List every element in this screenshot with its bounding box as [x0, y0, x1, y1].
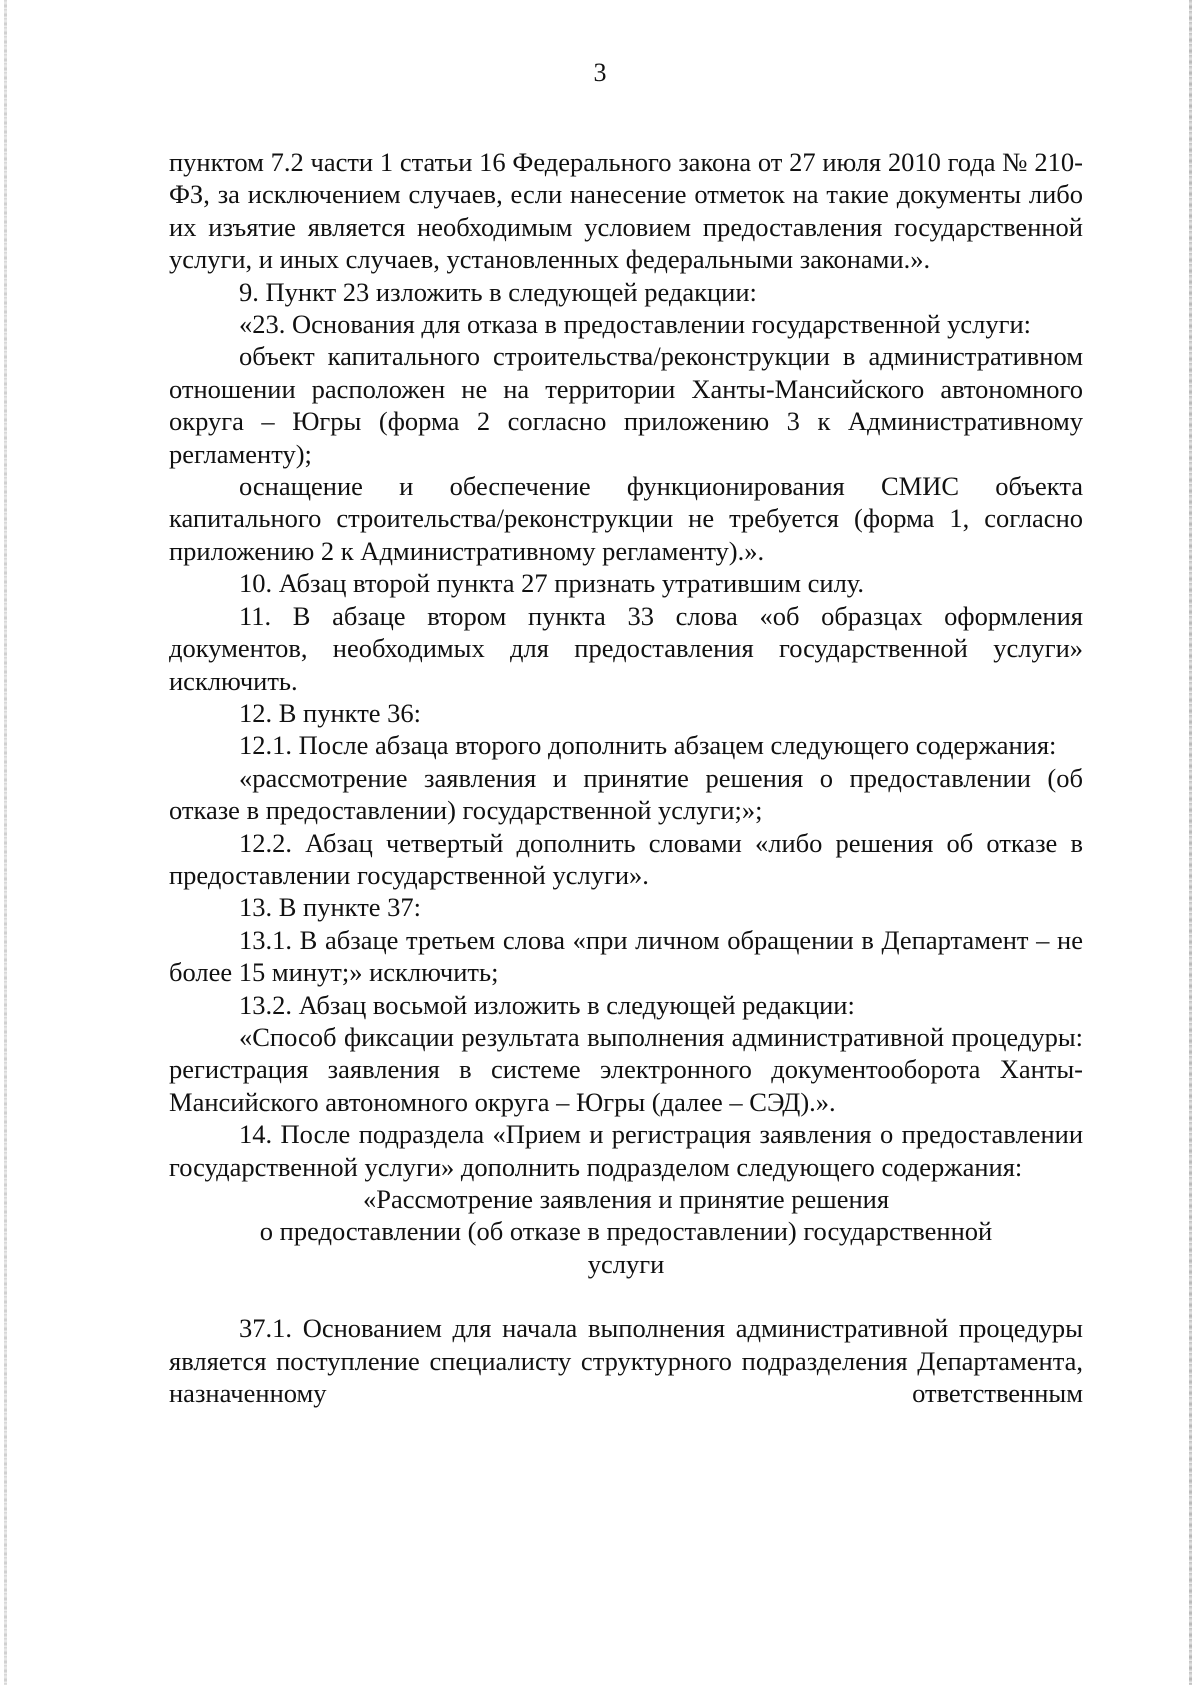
paragraph-item-23: «23. Основания для отказа в предоставлении государственной услуги: [239, 309, 1032, 340]
scan-edge-left [4, 0, 7, 1685]
paragraph-item-13-2: 13.2. Абзац восьмой изложить в следующей редакции: [239, 989, 855, 1020]
paragraph-item-13: 13. В пункте 37: [239, 892, 422, 923]
page-number: 3 [593, 58, 607, 87]
subsection-heading-line-3: услуги [587, 1248, 665, 1279]
paragraph-refusal-ground-1: объект капитального строительства/реконструкции в административном отношении расположен не на территории Ханты-Мансийского автономного округа – Югры (форма 2 согласно приложению 3 к Административному регламенту); [169, 341, 1083, 469]
subsection-heading-line-1: «Рассмотрение заявления и принятие решения [362, 1184, 890, 1214]
paragraph-item-37-1: 37.1. Основанием для начала выполнения административной процедуры является поступление специалисту структурного подразделения Департамента, назначенному ответственным [169, 1313, 1083, 1409]
paragraph-refusal-ground-2: оснащение и обеспечение функционирования СМИС объекта капитального строительства/реконструкции не требуется (форма 1, согласно приложению 2 к Административному регламенту).». [169, 471, 1083, 566]
scan-edge-right [1189, 0, 1192, 1685]
paragraph-item-12-1-text: «рассмотрение заявления и принятие решения о предоставлении (об отказе в предоставлении) государственной услуги;»; [169, 762, 1083, 826]
paragraph-law-reference: пунктом 7.2 части 1 статьи 16 Федерального закона от 27 июля 2010 года № 210-ФЗ, за исключением случаев, если нанесение отметок на такие документы либо их изъятие является необходимым условием предоставления государственной услуги, и иных случаев, установленных федеральными законами.». [169, 147, 1083, 275]
document-body [169, 146, 1083, 1409]
blank-line [169, 1280, 1083, 1312]
paragraph-item-12: 12. В пункте 36: [239, 697, 422, 728]
paragraph-item-11: 11. В абзаце втором пункта 33 слова «об образцах оформления документов, необходимых для предоставления государственной услуги» исключить. [169, 600, 1083, 696]
paragraph-item-13-1: 13.1. В абзаце третьем слова «при личном обращении в Департамент – не более 15 минут;» исключить; [169, 924, 1083, 988]
paragraph-item-10: 10. Абзац второй пункта 27 признать утратившим силу. [239, 568, 865, 599]
paragraph-item-13-2-text: «Способ фиксации результата выполнения административной процедуры: регистрация заявления в системе электронного документооборота Ханты-Мансийского автономного округа – Югры (далее – СЭД).». [169, 1021, 1083, 1117]
paragraph-item-14: 14. После подраздела «Прием и регистрация заявления о предоставлении государственной услуги» дополнить подразделом следующего содержания: [169, 1119, 1083, 1182]
paragraph-item-12-2: 12.2. Абзац четвертый дополнить словами «либо решения об отказе в предоставлении государственной услуги». [169, 827, 1083, 890]
paragraph-item-12-1: 12.1. После абзаца второго дополнить абзацем следующего содержания: [239, 730, 1057, 761]
subsection-heading [169, 1183, 1083, 1280]
subsection-heading-line-2: о предоставлении (об отказе в предоставлении) государственной [259, 1216, 993, 1247]
paragraph-item-9: 9. Пункт 23 изложить в следующей редакции: [239, 276, 757, 307]
